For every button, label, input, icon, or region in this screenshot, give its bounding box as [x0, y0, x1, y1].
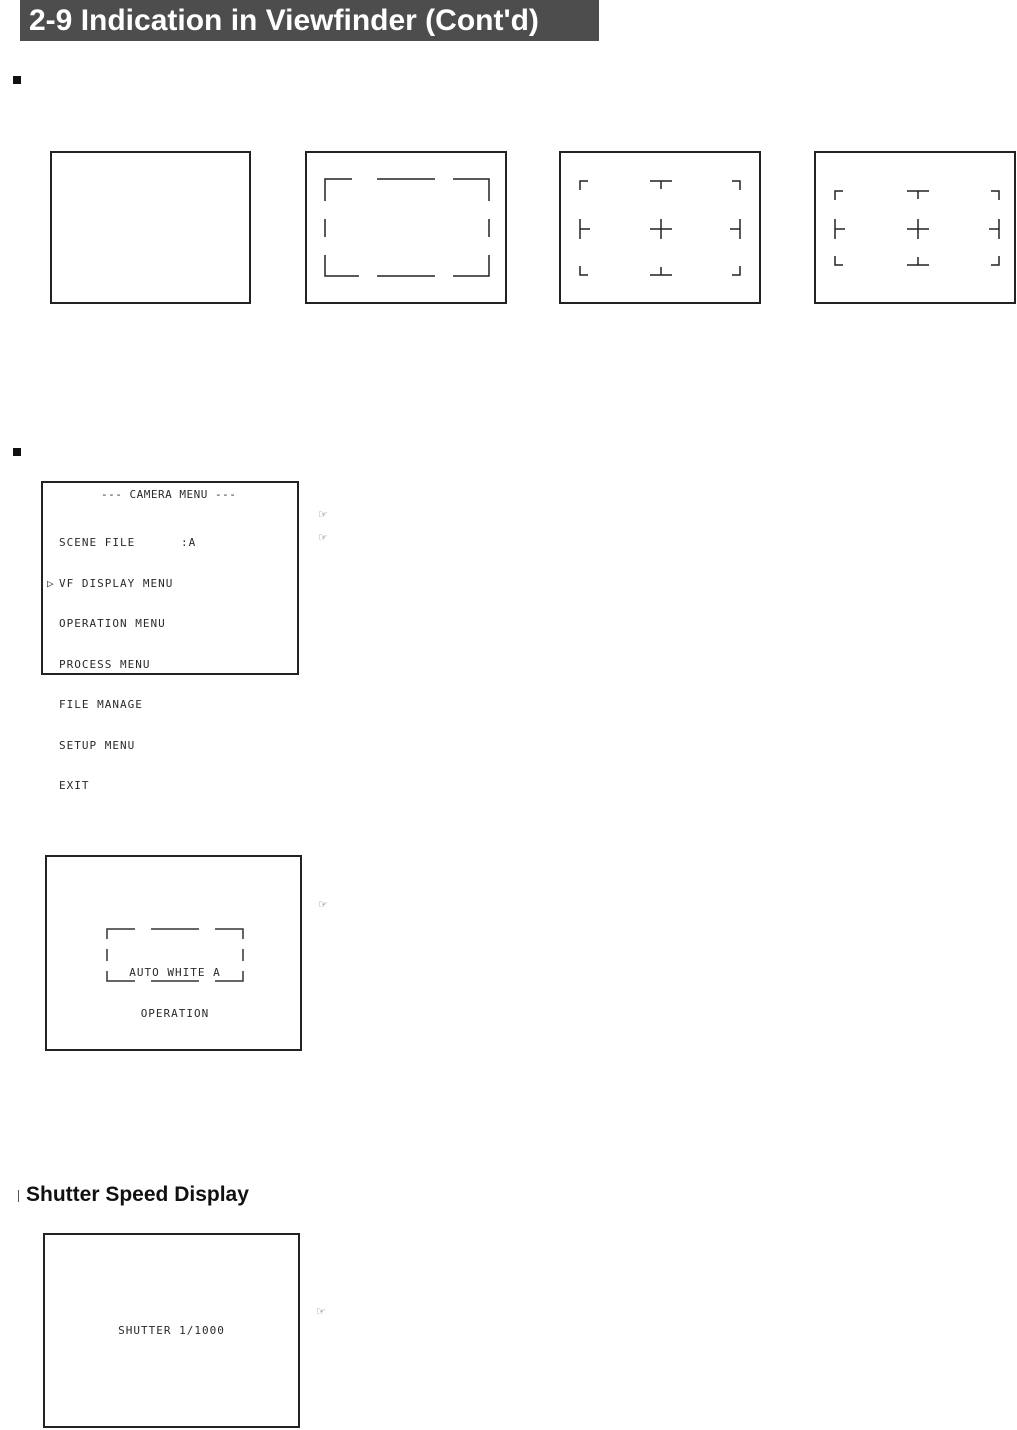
menu-item-operation: OPERATION MENU — [59, 617, 166, 630]
section-title: 2-9 Indication in Viewfinder (Cont'd) — [20, 0, 599, 41]
pointing-hand-reference-icon: ☞ — [316, 1305, 325, 1318]
safety-zone-marker — [307, 153, 505, 302]
shutter-screen — [43, 1233, 300, 1428]
shutter-readout: SHUTTER 1/1000 — [118, 1324, 225, 1337]
center-marker-grid — [561, 153, 759, 302]
square-bullet-icon — [13, 76, 21, 84]
pointing-hand-reference-icon: ☞ — [318, 508, 327, 521]
menu-item-process: PROCESS MENU — [59, 657, 151, 671]
menu-item-exit: EXIT — [59, 779, 90, 792]
auto-white-screen — [45, 855, 302, 1051]
menu-item-vf-display: ▷ VF DISPLAY MENU — [47, 576, 174, 590]
menu-item-scene-file: SCENE FILE :A — [59, 536, 197, 549]
viewfinder-frame-center-marker — [559, 151, 761, 304]
menu-list — [47, 509, 196, 820]
shutter-speed-heading: Shutter Speed Display — [26, 1183, 249, 1206]
auto-white-message — [107, 939, 243, 1047]
square-bullet-icon — [13, 448, 21, 456]
cursor-arrow-icon: ▷ — [47, 576, 55, 590]
pointing-hand-reference-icon: ☞ — [318, 898, 327, 911]
pointing-hand-reference-icon: ☞ — [318, 531, 327, 544]
viewfinder-frame-blank — [50, 151, 251, 304]
menu-title: --- CAMERA MENU --- — [101, 488, 237, 501]
menu-item-file-manage: FILE MANAGE — [59, 698, 143, 711]
center-marker-grid-small — [816, 153, 1014, 302]
viewfinder-frame-center-marker-small — [814, 151, 1016, 304]
bullet-fragment — [18, 1190, 19, 1202]
menu-item-setup: SETUP MENU — [59, 738, 136, 752]
auto-white-line-1: AUTO WHITE A — [129, 966, 221, 979]
camera-menu-screen — [41, 481, 299, 792]
viewfinder-frame-safety-zone — [305, 151, 507, 304]
auto-white-line-2: OPERATION — [140, 1006, 210, 1020]
